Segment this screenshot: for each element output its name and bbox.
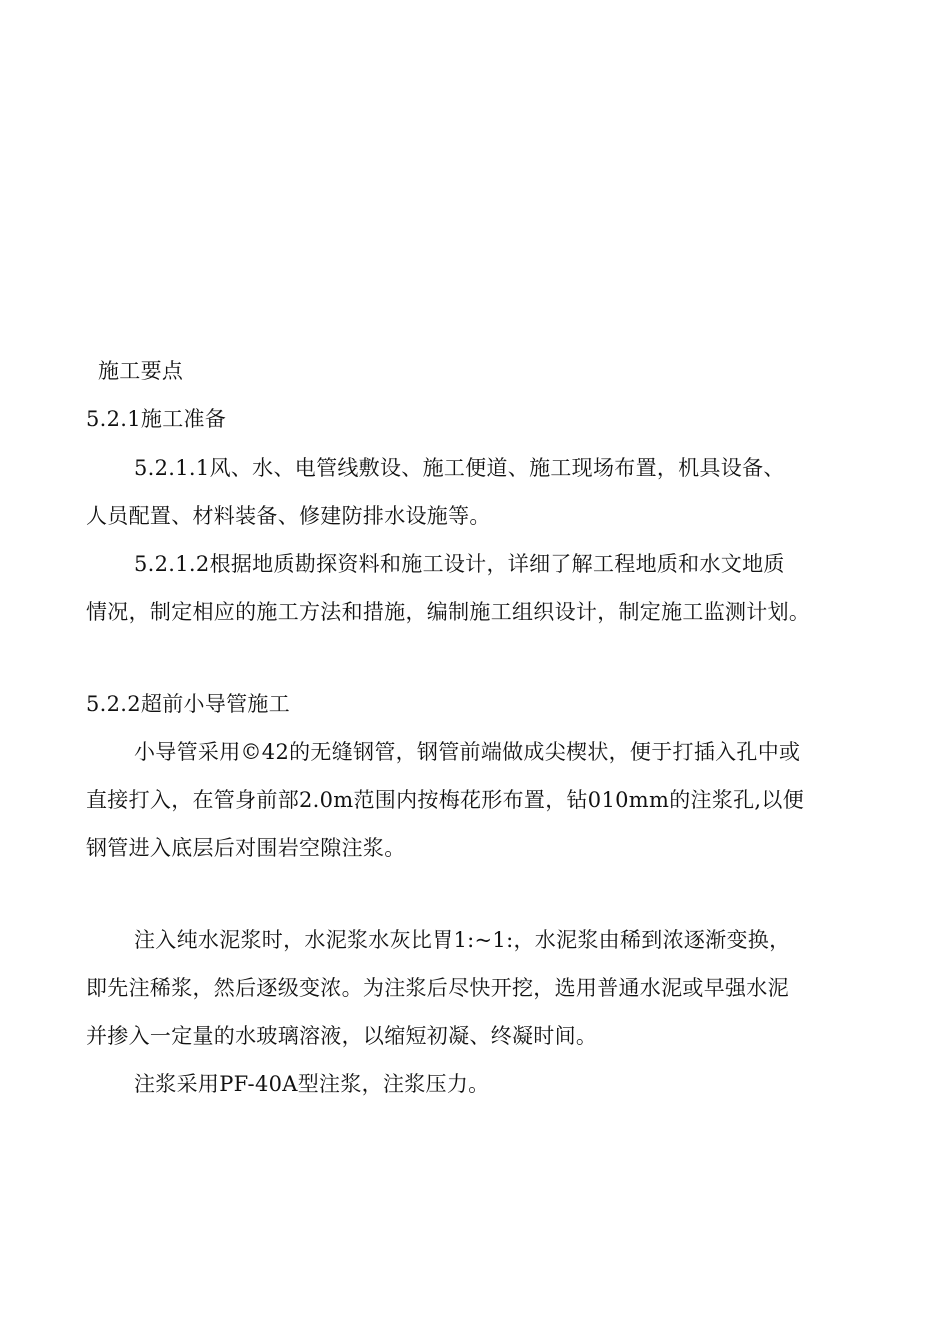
section-title: 施工要点 bbox=[98, 359, 184, 383]
paragraph-5-2-1-2-line-2: 情况，制定相应的施工方法和措施，编制施工组织设计，制定施工监测计划。 bbox=[86, 600, 811, 624]
heading-5-2-1: 5.2.1施工准备 bbox=[86, 407, 227, 431]
paragraph-grout-line-2: 即先注稀浆，然后逐级变浓。为注浆后尽快开挖，选用普通水泥或早强水泥 bbox=[86, 976, 789, 1000]
heading-5-2-2: 5.2.2超前小导管施工 bbox=[86, 692, 291, 716]
paragraph-pipe-line-3: 钢管进入底层后对围岩空隙注浆。 bbox=[86, 836, 406, 860]
paragraph-5-2-1-2-line-1: 5.2.1.2根据地质勘探资料和施工设计，详细了解工程地质和水文地质 bbox=[134, 552, 785, 576]
paragraph-grout-line-3: 并掺入一定量的水玻璃溶液，以缩短初凝、终凝时间。 bbox=[86, 1024, 598, 1048]
paragraph-5-2-1-1-line-2: 人员配置、材料装备、修建防排水设施等。 bbox=[86, 504, 491, 528]
paragraph-pipe-line-1: 小导管采用©42的无缝钢管，钢管前端做成尖楔状，便于打插入孔中或 bbox=[134, 740, 801, 764]
paragraph-5-2-1-1-line-1: 5.2.1.1风、水、电管线敷设、施工便道、施工现场布置，机具设备、 bbox=[134, 456, 785, 480]
paragraph-pipe-line-2: 直接打入，在管身前部2.0m范围内按梅花形布置，钻010mm的注浆孔,以便 bbox=[86, 788, 804, 812]
paragraph-grout-line-1: 注入纯水泥浆时，水泥浆水灰比胃1:~1:，水泥浆由稀到浓逐渐变换， bbox=[134, 928, 791, 952]
paragraph-pressure-line-1: 注浆采用PF-40A型注浆，注浆压力。 bbox=[134, 1072, 490, 1096]
